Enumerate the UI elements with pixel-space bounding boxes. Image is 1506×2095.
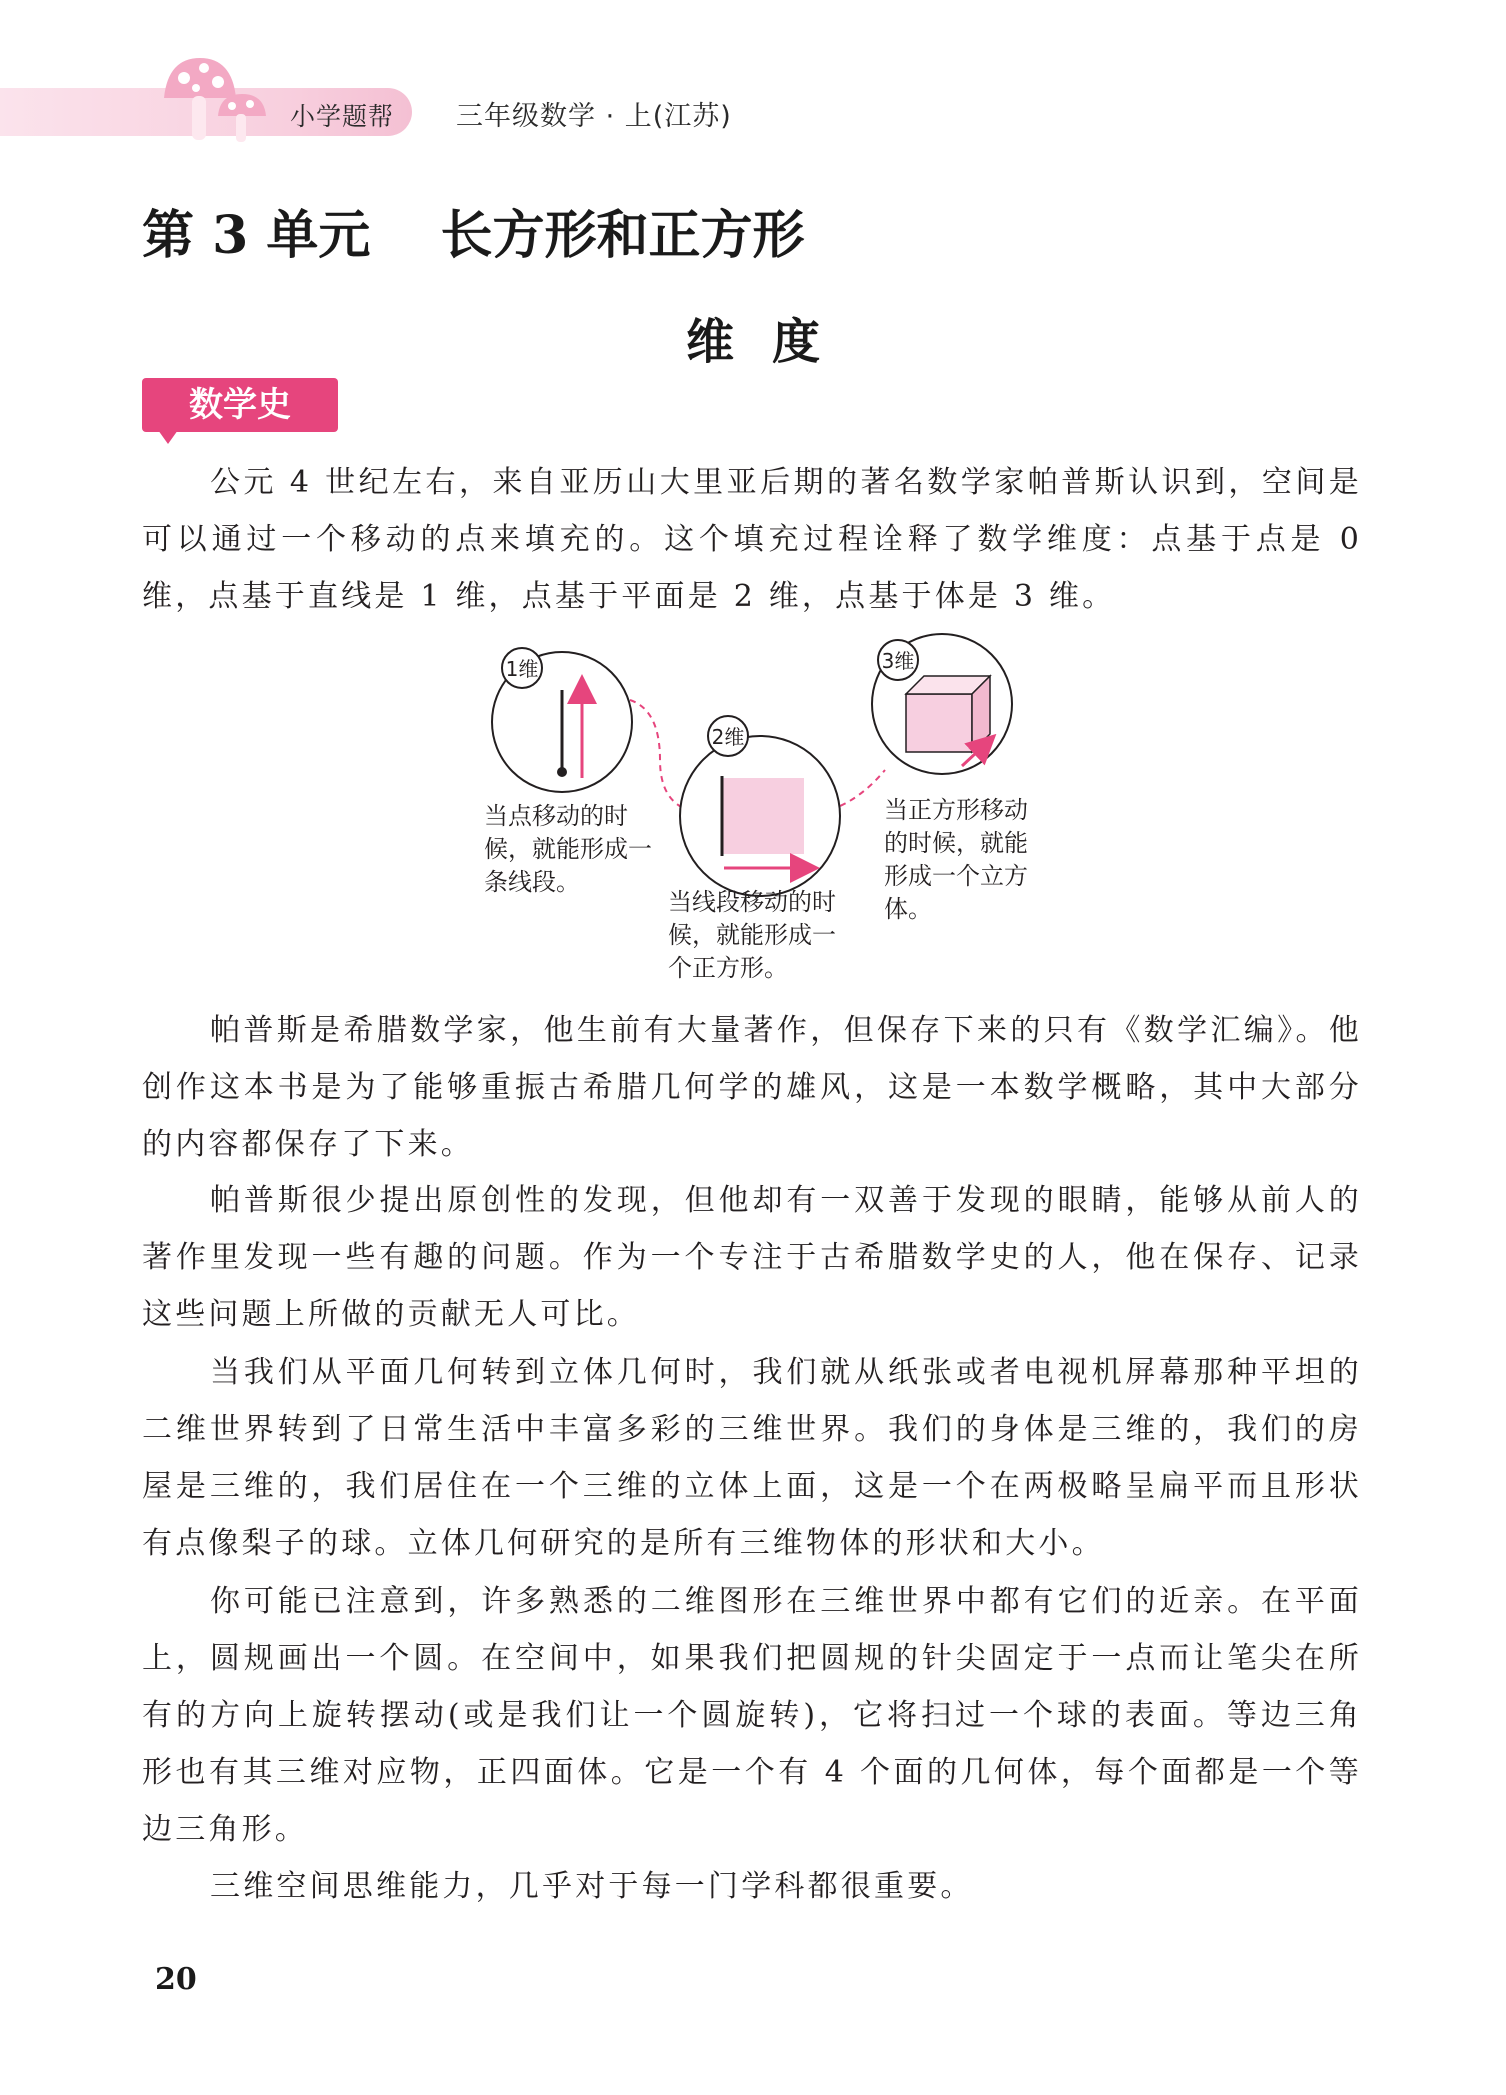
square-fill <box>722 778 804 854</box>
caption-1d: 当点移动的时候，就能形成一条线段。 <box>484 802 652 896</box>
cube-front <box>906 694 972 752</box>
paragraph-6: 三维空间思维能力，几乎对于每一门学科都很重要。 <box>210 1869 974 1904</box>
math-history-tag: 数学史 <box>142 378 338 432</box>
label-2d: 2维 <box>711 725 745 749</box>
caption-2d: 当线段移动的时候，就能形成一个正方形。 <box>668 888 836 982</box>
page-number: 20 <box>155 1962 197 1997</box>
header-brand: 小学题帮 <box>290 102 395 131</box>
section-title: 维度 <box>685 314 858 370</box>
unit-title: 第 3 单元 长方形和正方形 <box>142 205 805 266</box>
paragraph-5: 你可能已注意到，许多熟悉的二维图形在三维世界中都有它们的近亲。在平面上，圆规画出一个圆。在空间中，如果我们把圆规的针尖固定于一点而让笔尖在所有的方向上旋转摆动(或是我们让一个圆旋转)，它将扫过一个球的表面。等边三角形也有其三维对应物，正四面体。它是一个有 4 个面的几何体，每个面都是一个等边三角形。 <box>142 1584 1362 1847</box>
point-dot <box>557 767 567 777</box>
paragraph-4: 当我们从平面几何转到立体几何时，我们就从纸张或者电视机屏幕那种平坦的二维世界转到了日常生活中丰富多彩的三维世界。我们的身体是三维的，我们的房屋是三维的，我们居住在一个三维的立体上面，这是一个在两极略呈扁平而且形状有点像梨子的球。立体几何研究的是所有三维物体的形状和大小。 <box>142 1355 1362 1561</box>
label-1d: 1维 <box>505 657 539 681</box>
paragraph-3: 帕普斯很少提出原创性的发现，但他却有一双善于发现的眼睛，能够从前人的著作里发现一些有趣的问题。作为一个专注于古希腊数学史的人，他在保存、记录这些问题上所做的贡献无人可比。 <box>142 1183 1362 1332</box>
paragraph-2: 帕普斯是希腊数学家，他生前有大量著作，但保存下来的只有《数学汇编》。他创作这本书是为了能够重振古希腊几何学的雄风，这是一本数学概略，其中大部分的内容都保存了下来。 <box>142 1013 1362 1162</box>
caption-3d: 当正方形移动的时候，就能形成一个立方体。 <box>884 796 1028 923</box>
mushroom-icon <box>160 52 270 152</box>
header-book-title: 三年级数学 · 上(江苏) <box>456 101 732 132</box>
label-3d: 3维 <box>881 649 915 673</box>
connector-1-2 <box>630 700 688 810</box>
paragraph-1: 公元 4 世纪左右，来自亚历山大里亚后期的著名数学家帕普斯认识到，空间是可以通过一个移动的点来填充的。这个填充过程诠释了数学维度：点基于点是 0 维，点基于直线是 1 维，点基于平面是 2 维，点基于体是 3 维。 <box>142 465 1362 614</box>
tag-tail <box>158 430 178 444</box>
